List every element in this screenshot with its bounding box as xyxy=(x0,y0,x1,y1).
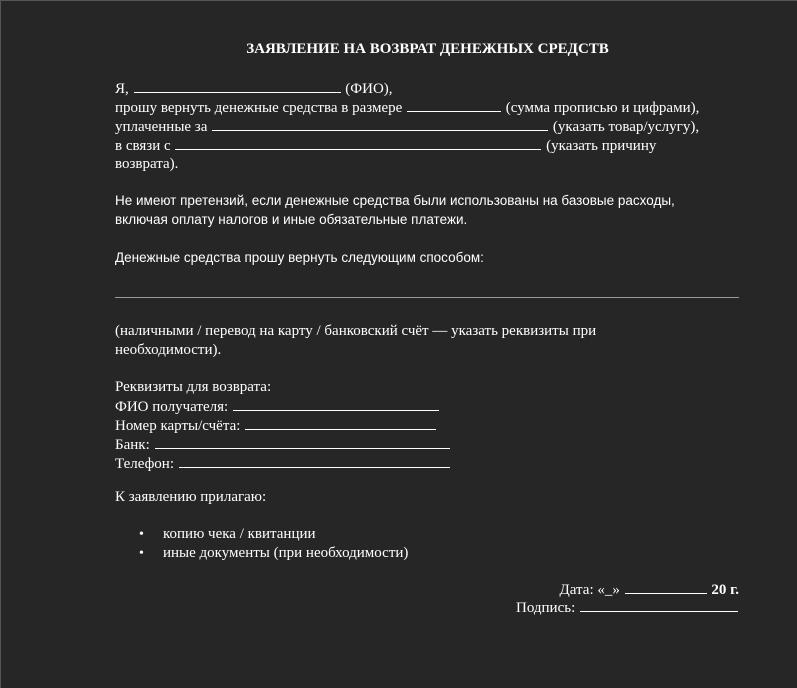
bullet-icon: • xyxy=(139,527,144,542)
intro-line-5: возврата). xyxy=(115,156,179,172)
intro-line-3 xyxy=(115,117,699,136)
recipient-row xyxy=(115,397,451,416)
page-left-edge xyxy=(0,0,1,688)
intro-line-3-suffix: (указать товар/услугу), xyxy=(552,119,700,135)
bank-blank[interactable] xyxy=(155,435,450,449)
claims-line-1: Не имеют претензий, если денежные средства были использованы на базовые расходы, xyxy=(115,193,675,208)
intro-line-2 xyxy=(115,98,699,117)
attachments-heading-block xyxy=(115,488,266,507)
signature-row xyxy=(516,598,739,617)
date-suffix: 20 г. xyxy=(711,582,739,598)
claims-paragraph xyxy=(115,191,675,229)
method-hint-line-1: (наличными / перевод на карту / банковский счёт — указать реквизиты при xyxy=(115,323,597,339)
attachments-list xyxy=(115,525,408,563)
bullet-icon: • xyxy=(139,546,144,561)
card-row xyxy=(115,416,451,435)
method-paragraph xyxy=(115,248,484,267)
intro-line-4-prefix: в связи с xyxy=(115,138,171,154)
method-hint-line-2: необходимости). xyxy=(115,342,222,358)
bank-label: Банк: xyxy=(115,437,150,453)
intro-line-1-suffix: (ФИО), xyxy=(345,81,393,97)
intro-paragraph xyxy=(115,79,699,174)
signature-blank[interactable] xyxy=(580,598,738,612)
document-title: ЗАЯВЛЕНИЕ НА ВОЗВРАТ ДЕНЕЖНЫХ СРЕДСТВ xyxy=(246,41,609,57)
intro-line-2-prefix: прошу вернуть денежные средства в размере xyxy=(115,100,403,116)
phone-row xyxy=(115,454,451,473)
attachment-item-label: иные документы (при необходимости) xyxy=(163,545,409,561)
date-blank[interactable] xyxy=(625,580,707,594)
fio-blank[interactable] xyxy=(134,79,341,93)
recipient-label: ФИО получателя: xyxy=(115,399,229,415)
claims-line-2: включая оплату налогов и иные обязательные платежи. xyxy=(115,212,468,227)
date-prefix: Дата: «_» xyxy=(559,582,620,598)
method-line: Денежные средства прошу вернуть следующим способом: xyxy=(115,250,484,265)
method-hint xyxy=(115,322,596,360)
intro-line-4 xyxy=(115,136,699,155)
attachment-item-label: копию чека / квитанции xyxy=(163,526,316,542)
date-row xyxy=(560,580,739,599)
intro-line-3-prefix: уплаченные за xyxy=(115,119,208,135)
attachment-item xyxy=(115,525,408,544)
bank-row xyxy=(115,435,451,454)
reason-blank[interactable] xyxy=(175,136,541,150)
intro-line-2-suffix: (сумма прописью и цифрами), xyxy=(505,100,700,116)
recipient-blank[interactable] xyxy=(233,397,439,411)
intro-line-1 xyxy=(115,79,699,98)
product-blank[interactable] xyxy=(212,117,548,131)
card-label: Номер карты/счёта: xyxy=(115,418,241,434)
requisites-heading: Реквизиты для возврата: xyxy=(115,379,272,395)
attachment-item xyxy=(115,544,408,563)
attachments-heading: К заявлению прилагаю: xyxy=(115,489,267,505)
intro-line-1-prefix: Я, xyxy=(115,81,129,97)
requisites-block xyxy=(115,378,451,473)
intro-line-4-suffix: (указать причину xyxy=(546,138,657,154)
method-divider-line[interactable] xyxy=(115,297,739,298)
phone-label: Телефон: xyxy=(115,456,174,472)
signature-label: Подпись: xyxy=(515,600,576,616)
phone-blank[interactable] xyxy=(179,454,450,468)
card-blank[interactable] xyxy=(245,416,436,430)
amount-blank[interactable] xyxy=(407,98,501,112)
page-top-edge xyxy=(0,0,797,1)
